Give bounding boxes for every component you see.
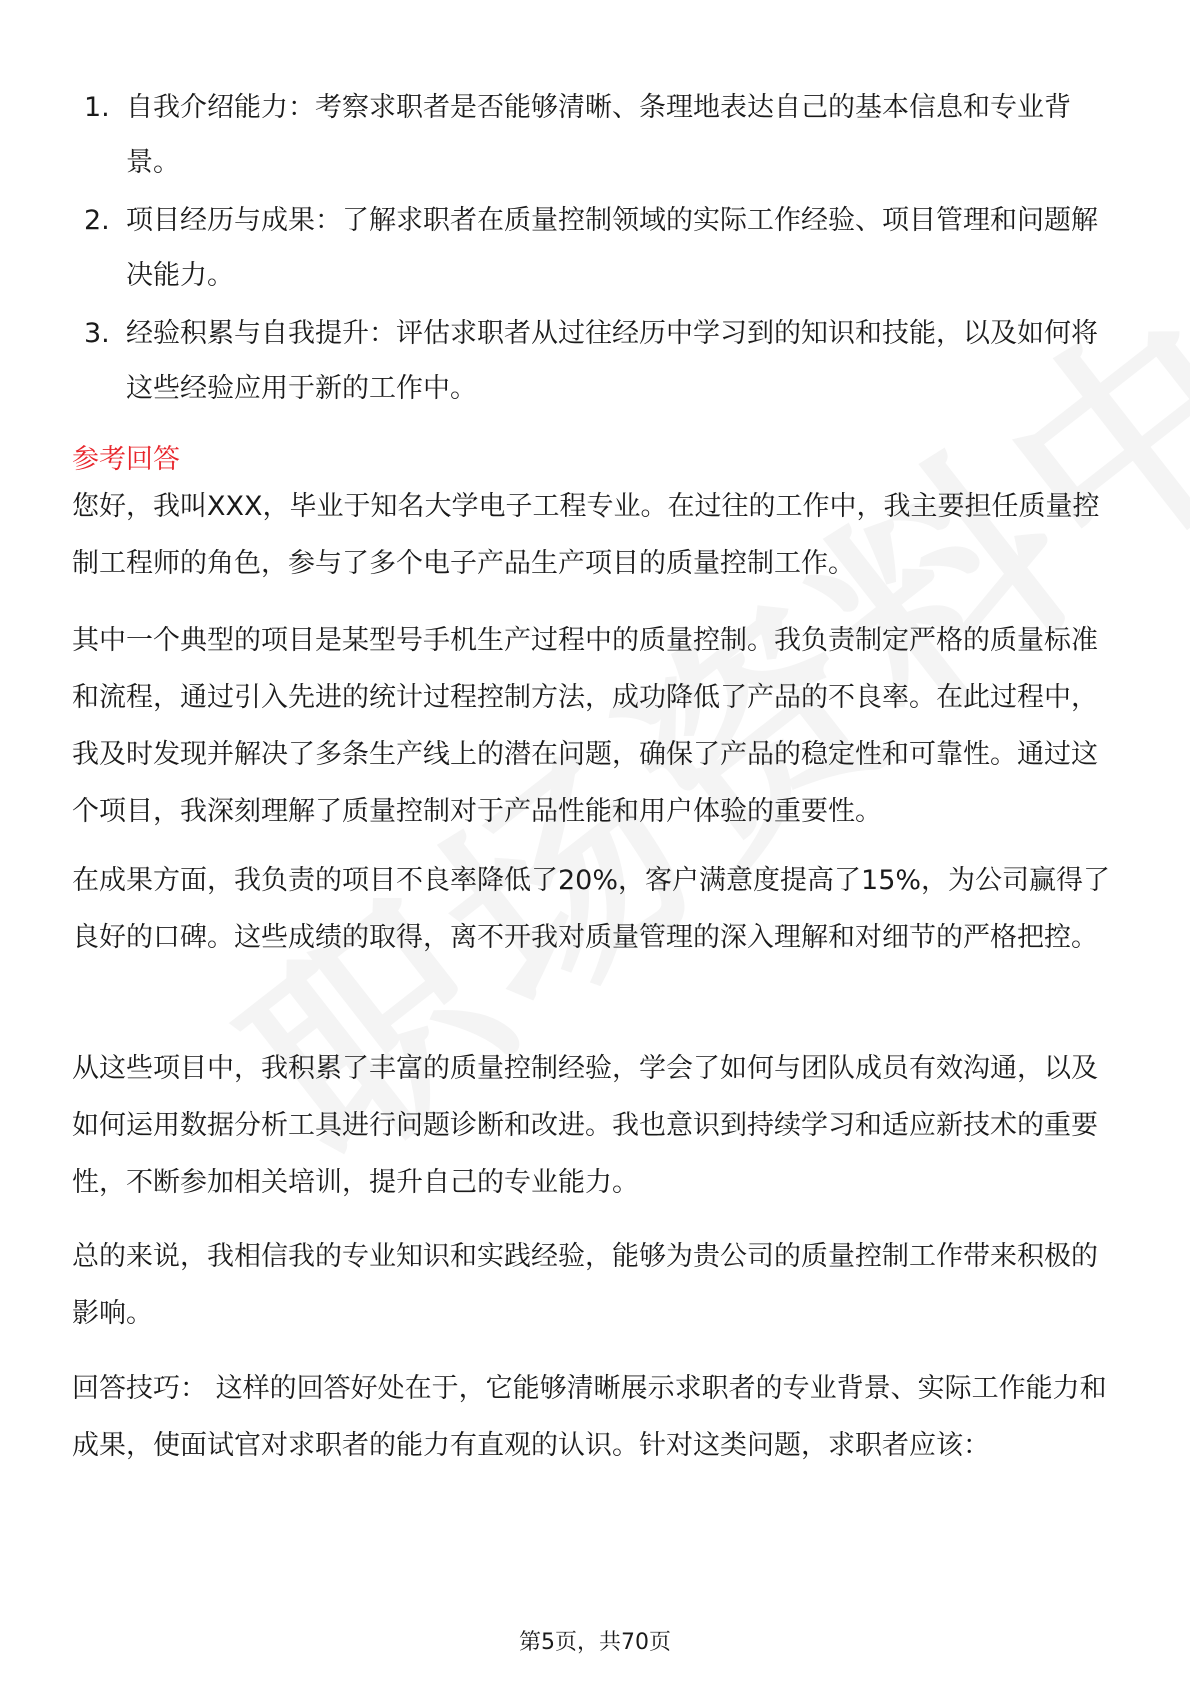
list-item-text: 自我介绍能力：考察求职者是否能够清晰、条理地表达自己的基本信息和专业背景。 — [126, 92, 1071, 178]
answer-paragraph-experience: 从这些项目中，我积累了丰富的质量控制经验，学会了如何与团队成员有效沟通，以及如何运用数据分析工具进行问题诊断和改进。我也意识到持续学习和适应新技术的重要性，不断参加相关培训，提升自己的专业能力。 — [72, 1053, 1098, 1198]
answer-paragraph-results: 在成果方面，我负责的项目不良率降低了20%，客户满意度提高了15%，为公司赢得了良好的口碑。这些成绩的取得，离不开我对质量管理的深入理解和对细节的严格把控。 — [72, 865, 1111, 953]
list-number: 2. — [84, 205, 110, 236]
list-item — [84, 193, 1124, 303]
criteria-list — [84, 80, 1124, 419]
list-item — [84, 306, 1124, 416]
answer-paragraph-intro: 您好，我叫XXX，毕业于知名大学电子工程专业。在过往的工作中，我主要担任质量控制工程师的角色，参与了多个电子产品生产项目的质量控制工作。 — [72, 491, 1100, 579]
reference-answer-heading: 参考回答 — [72, 444, 180, 475]
list-item-text: 经验积累与自我提升：评估求职者从过往经历中学习到的知识和技能，以及如何将这些经验应用于新的工作中。 — [126, 318, 1098, 404]
list-item — [84, 80, 1124, 190]
answer-tips-paragraph: 回答技巧： 这样的回答好处在于，它能够清晰展示求职者的专业背景、实际工作能力和成果，使面试官对求职者的能力有直观的认识。针对这类问题，求职者应该： — [72, 1373, 1107, 1461]
list-number: 1. — [84, 92, 110, 123]
list-item-text: 项目经历与成果：了解求职者在质量控制领域的实际工作经验、项目管理和问题解决能力。 — [126, 205, 1098, 291]
list-number: 3. — [84, 318, 110, 349]
page-footer: 第5页，共70页 — [519, 1630, 671, 1655]
answer-paragraph-summary: 总的来说，我相信我的专业知识和实践经验，能够为贵公司的质量控制工作带来积极的影响。 — [72, 1241, 1098, 1329]
answer-paragraph-project: 其中一个典型的项目是某型号手机生产过程中的质量控制。我负责制定严格的质量标准和流程，通过引入先进的统计过程控制方法，成功降低了产品的不良率。在此过程中，我及时发现并解决了多条生产线上的潜在问题，确保了产品的稳定性和可靠性。通过这个项目，我深刻理解了质量控制对于产品性能和用户体验的重要性。 — [72, 625, 1098, 827]
